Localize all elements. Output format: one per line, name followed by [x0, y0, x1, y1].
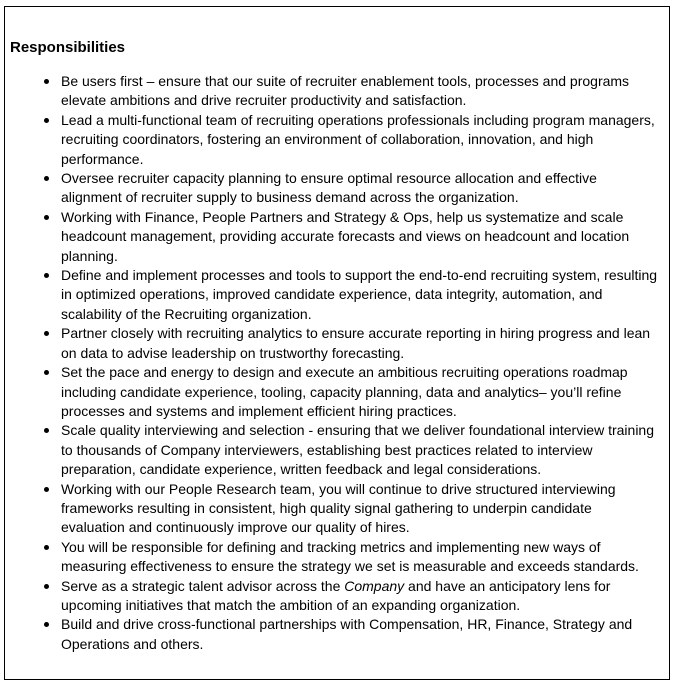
- text-segment: Working with our People Research team, you will continue to drive structured interviewing frameworks resulting in consistent, high quality signal gathering to underpin candidate evaluation and continuously improve our quality of hires.: [61, 480, 620, 536]
- list-item: [5, 324, 659, 363]
- responsibilities-list: [5, 72, 669, 654]
- italic-text-segment: Company: [344, 577, 405, 594]
- list-item: [5, 169, 659, 208]
- text-segment: Build and drive cross-functional partnerships with Compensation, HR, Finance, Strategy and Operations and others.: [61, 616, 637, 652]
- text-segment: Define and implement processes and tools to support the end-to-end recruiting system, resulting in optimized operations, improved candidate experience, data integrity, automation, and scalability of the Recruiting organization.: [61, 267, 661, 322]
- list-item: [5, 111, 659, 169]
- text-segment: Partner closely with recruiting analytics to ensure accurate reporting in hiring progress and lean on data to advise leadership on trustworthy forecasting.: [61, 325, 654, 361]
- list-item: [5, 480, 659, 538]
- text-segment: Be users first – ensure that our suite of recruiter enablement tools, processes and programs elevate ambitions and drive recruiter productivity and satisfaction.: [61, 73, 633, 109]
- text-segment: Serve as a strategic talent advisor across the: [61, 577, 345, 594]
- list-item: [5, 72, 659, 111]
- text-segment: Lead a multi-functional team of recruiting operations professionals including program managers, recruiting coordinators, fostering an environment of collaboration, innovation, and high performance.: [61, 111, 659, 167]
- list-item: [5, 208, 659, 266]
- text-segment: Scale quality interviewing and selection - ensuring that we deliver foundational interview training to thousands of Company interviewers, establishing best practices related to interview preparation, candidate experience, written feedback and legal considerations.: [61, 422, 658, 478]
- list-item: [5, 421, 659, 479]
- list-item: [5, 538, 659, 577]
- text-segment: You will be responsible for defining and tracking metrics and implementing new ways of measuring effectiveness to ensure the strategy we set is measurable and exceeds standards.: [61, 538, 639, 575]
- text-segment: Set the pace and energy to design and execute an ambitious recruiting operations roadmap including candidate experience, tooling, capacity planning, data and analytics– you’ll refine processes and systems and implement efficient hiring practices.: [61, 364, 632, 419]
- text-segment: Working with Finance, People Partners and Strategy & Ops, help us systematize and scale headcount management, providing accurate forecasts and views on headcount and location planning.: [61, 208, 634, 264]
- text-segment: and have an anticipatory lens for upcoming initiatives that match the ambition of an expanding organization.: [61, 577, 615, 613]
- list-item: [5, 363, 659, 421]
- list-item: [5, 577, 659, 616]
- list-item: [5, 266, 659, 324]
- document-border: [4, 6, 670, 680]
- text-segment: Oversee recruiter capacity planning to ensure optimal resource allocation and effective alignment of recruiter supply to business demand across the organization.: [61, 170, 601, 206]
- list-item: [5, 615, 659, 654]
- section-heading: Responsibilities: [10, 39, 126, 56]
